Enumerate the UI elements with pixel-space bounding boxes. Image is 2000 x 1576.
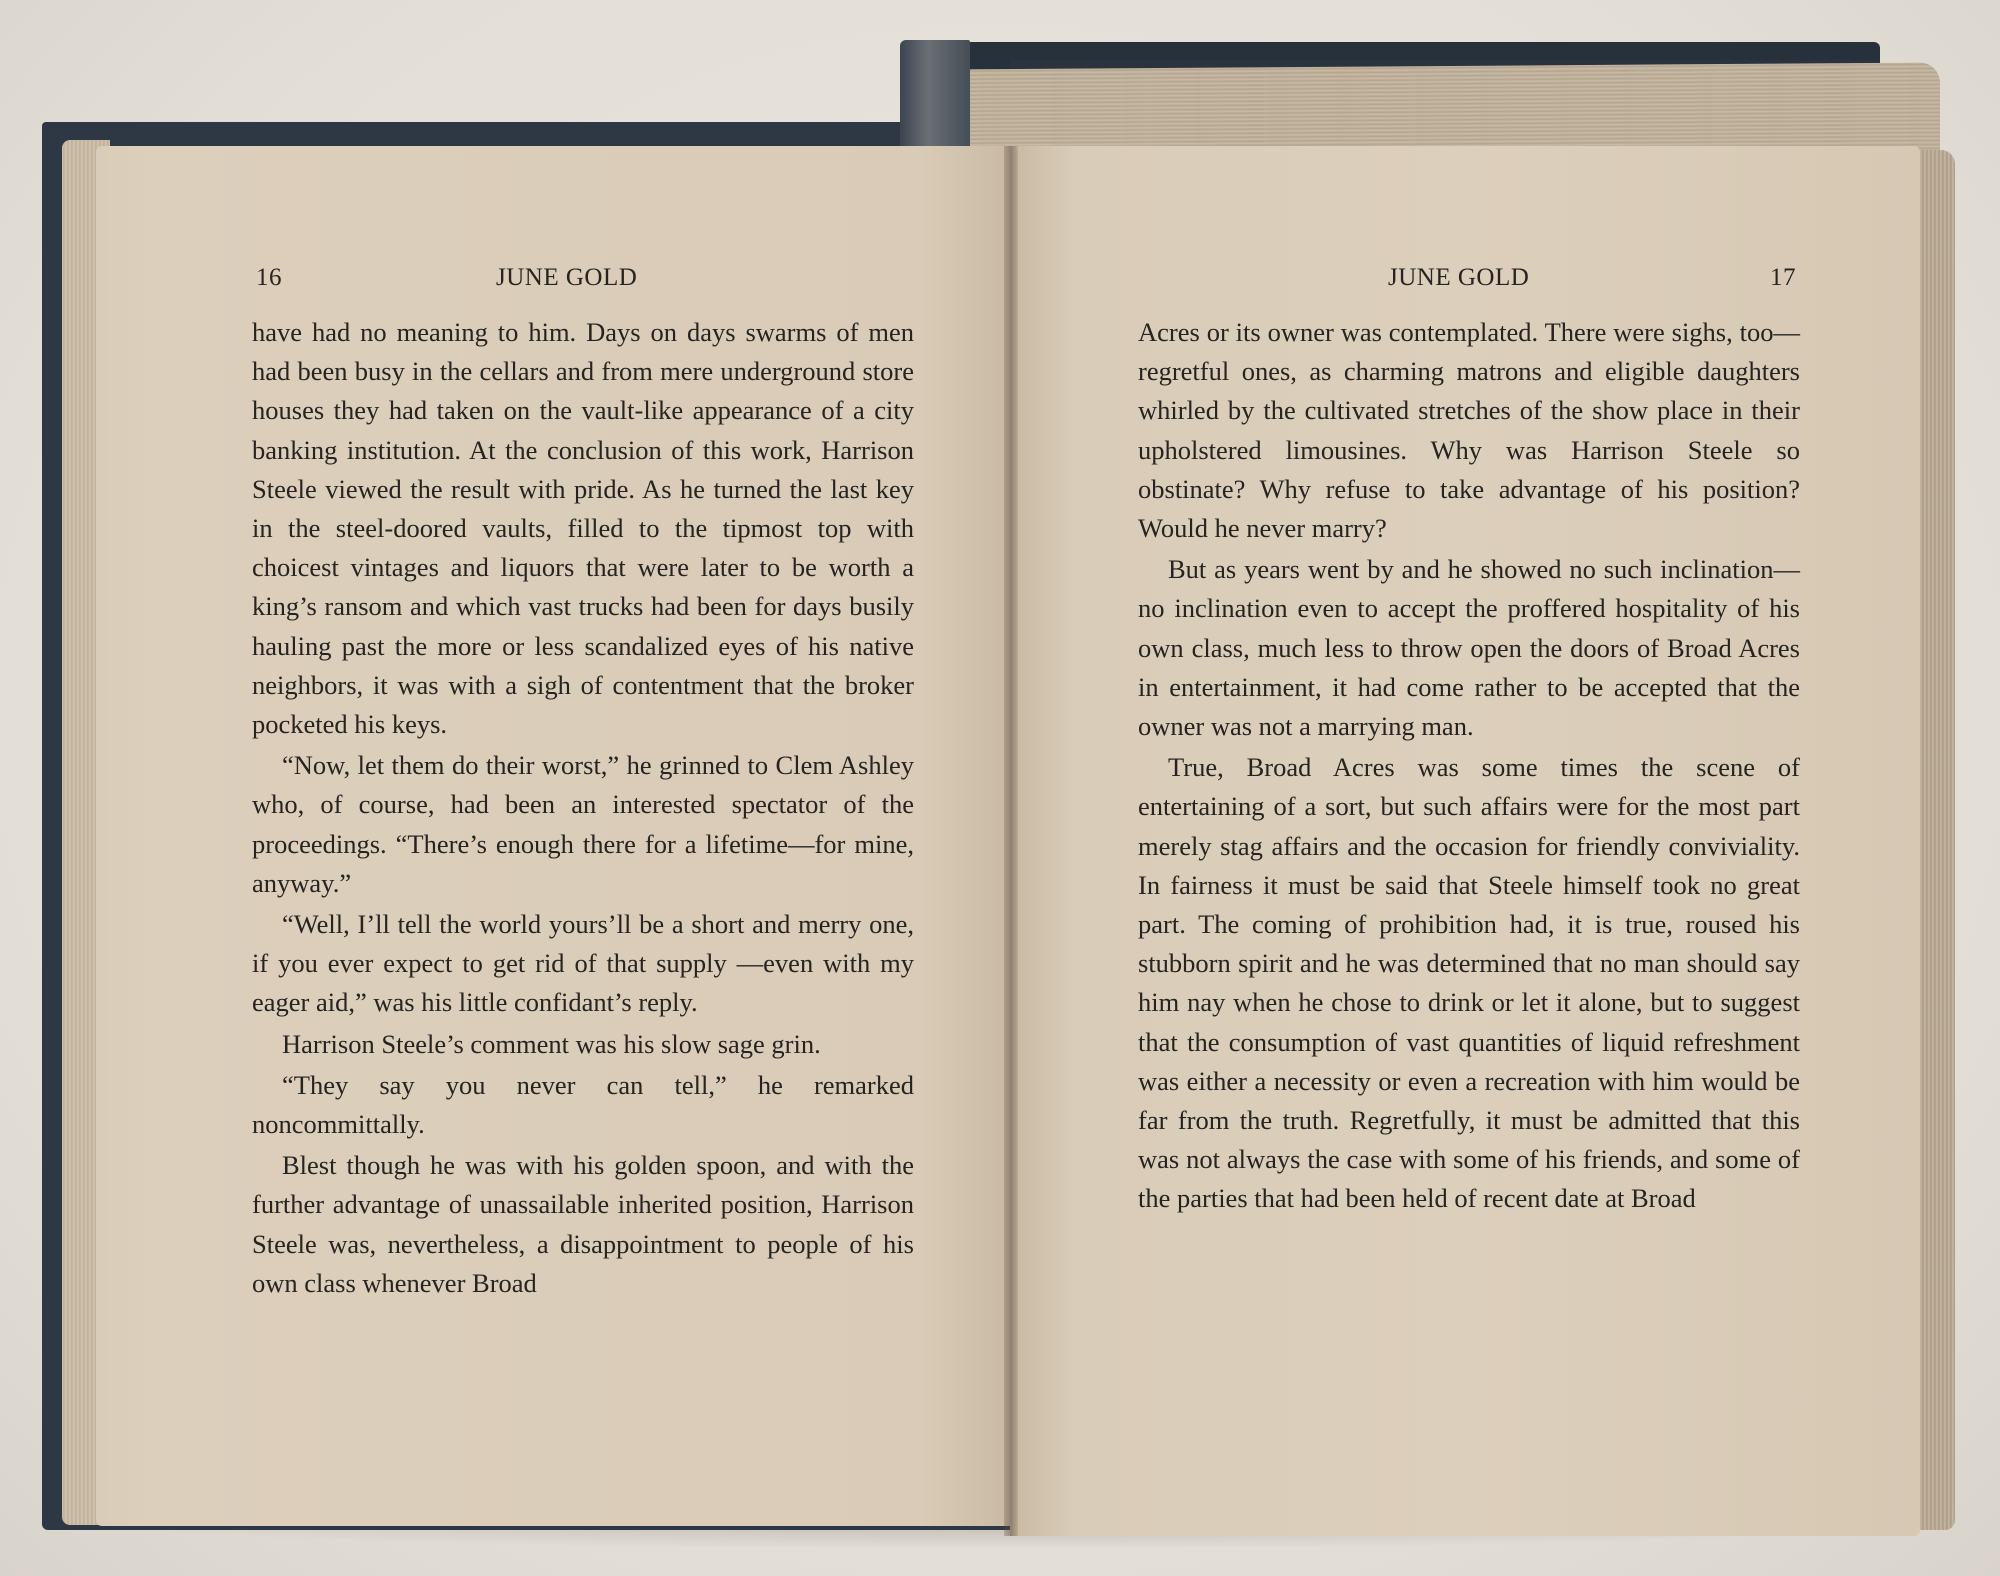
paragraph: have had no meaning to him. Days on days swarms of men had been busy in the cellars and from mere underground store houses they had taken on the vault-like appearance of a city banking institution. At the conclusion of this work, Harrison Steele viewed the result with pride. As he turned the last key in the steel-doored vaults, filled to the tipmost top with choicest vintages and liquors that were later to be worth a king’s ransom and which vast trucks had been for days busily hauling past the more or less scandalized eyes of his native neighbors, it was with a sigh of contentment that the broker pocketed his keys.: [252, 317, 914, 740]
right-page: [1010, 146, 1920, 1536]
page-number: 16: [256, 264, 282, 291]
running-head: JUNE GOLD: [496, 264, 638, 291]
paragraph: “Well, I’ll tell the world yours’ll be a short and merry one, if you ever expect to get rid of that supply —even with my eager aid,” was his little confidant’s reply.: [252, 909, 914, 1018]
paragraph: Acres or its owner was contemplated. There were sighs, too—regretful ones, as charming matrons and eligible daughters whirled by the cultivated stretches of the show place in their upholstered limousines. Why was Harrison Steele so obstinate? Why refuse to take advantage of his position? Would he never marry?: [1138, 317, 1800, 544]
book-gutter: [1004, 146, 1018, 1536]
paragraph: Blest though he was with his golden spoon, and with the further advantage of unassailable inherited position, Harrison Steele was, nevertheless, a disappointment to people of his own class whenever Broad: [252, 1150, 914, 1298]
page-body: [252, 313, 914, 1303]
paragraph: “They say you never can tell,” he remarked noncommittally.: [252, 1069, 914, 1140]
paragraph: But as years went by and he showed no such inclination—no inclination even to accept the proffered hospitality of his own class, much less to throw open the doors of Broad Acres in entertainment, it had come rather to be accepted that the owner was not a marrying man.: [1138, 554, 1800, 742]
running-head: JUNE GOLD: [1388, 264, 1530, 291]
book-spine: [900, 40, 970, 150]
paragraph: “Now, let them do their worst,” he grinned to Clem Ashley who, of course, had been an interested spectator of the proceedings. “There’s enough there for a lifetime—for mine, anyway.”: [252, 750, 914, 898]
left-page: [96, 146, 1014, 1526]
paragraph: True, Broad Acres was some times the scene of entertaining of a sort, but such affairs were for the most part merely stag affairs and the occasion for friendly conviviality. In fairness it must be said that Steele himself took no great part. The coming of prohibition had, it is true, roused his stubborn spirit and he was determined that no man should say him nay when he chose to drink or let it alone, but to suggest that the consumption of vast quantities of liquid refreshment was either a necessity or even a recreation with him would be far from the truth. Regretfully, it must be admitted that this was not always the case with some of his friends, and some of the parties that had been held of recent date at Broad: [1138, 752, 1800, 1214]
paragraph: Harrison Steele’s comment was his slow sage grin.: [282, 1028, 821, 1059]
page-number: 17: [1770, 264, 1796, 291]
page-body: [1138, 313, 1800, 1219]
